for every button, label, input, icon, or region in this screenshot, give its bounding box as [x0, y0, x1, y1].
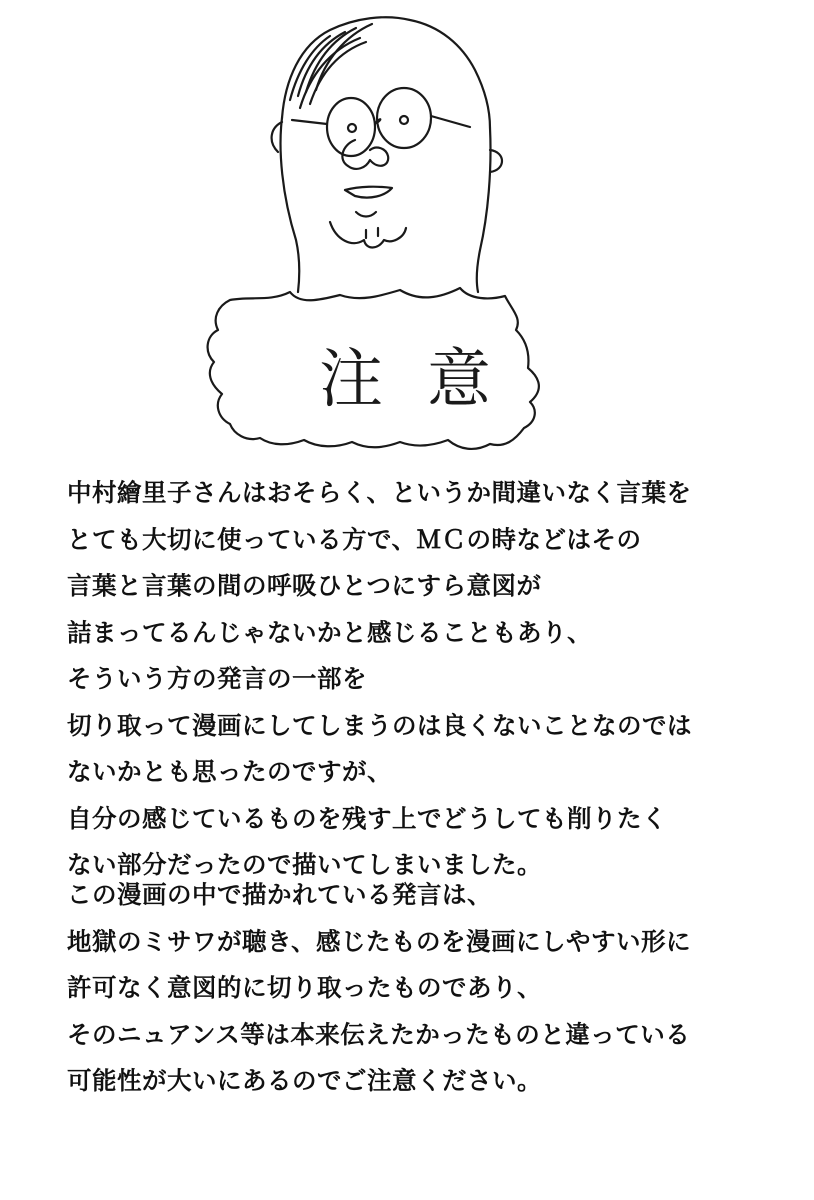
paragraph-line: ない部分だったので描いてしまいました。 — [67, 850, 542, 879]
nose — [342, 140, 388, 169]
paragraph-line: そのニュアンス等は本来伝えたかったものと違っている — [67, 1019, 691, 1049]
mouth — [345, 187, 392, 198]
beard — [330, 222, 406, 248]
notice-paragraph-2 — [67, 872, 787, 1105]
paragraph-line: 中村繪里子さんはおそらく、というか間違いなく言葉を — [67, 478, 692, 507]
paragraph-line: この漫画の中で描かれている発言は、 — [67, 880, 492, 909]
paragraph-line: 自分の感じているものを残す上でどうしても削りたく — [67, 803, 667, 833]
paragraph-line: 地獄のミサワが聴き、感じたものを漫画にしやすい形に — [67, 926, 692, 956]
ear-right — [490, 150, 502, 172]
paragraph-line: 切り取って漫画にしてしまうのは良くないことなのでは — [67, 710, 692, 740]
paragraph-line: 許可なく意図的に切り取ったものであり、 — [67, 973, 542, 1002]
paragraph-line: 言葉と言葉の間の呼吸ひとつにすら意図が — [67, 571, 542, 600]
paragraph-line: とても大切に使っている方で、ＭＣの時などはその — [67, 524, 642, 554]
warning-caption: 注意 — [319, 343, 535, 417]
notice-paragraph-1 — [67, 470, 787, 889]
paragraph-line: 詰まってるんじゃないかと感じることもあり、 — [67, 617, 592, 647]
paragraph-line: そういう方の発言の一部を — [67, 664, 367, 693]
glasses-right-lens — [377, 88, 431, 148]
glasses-left-lens — [327, 98, 375, 156]
paragraph-line: ないかとも思ったのですが、 — [67, 757, 392, 786]
head-outline — [281, 118, 300, 292]
paragraph-line: 可能性が大いにあるのでご注意ください。 — [67, 1066, 542, 1095]
